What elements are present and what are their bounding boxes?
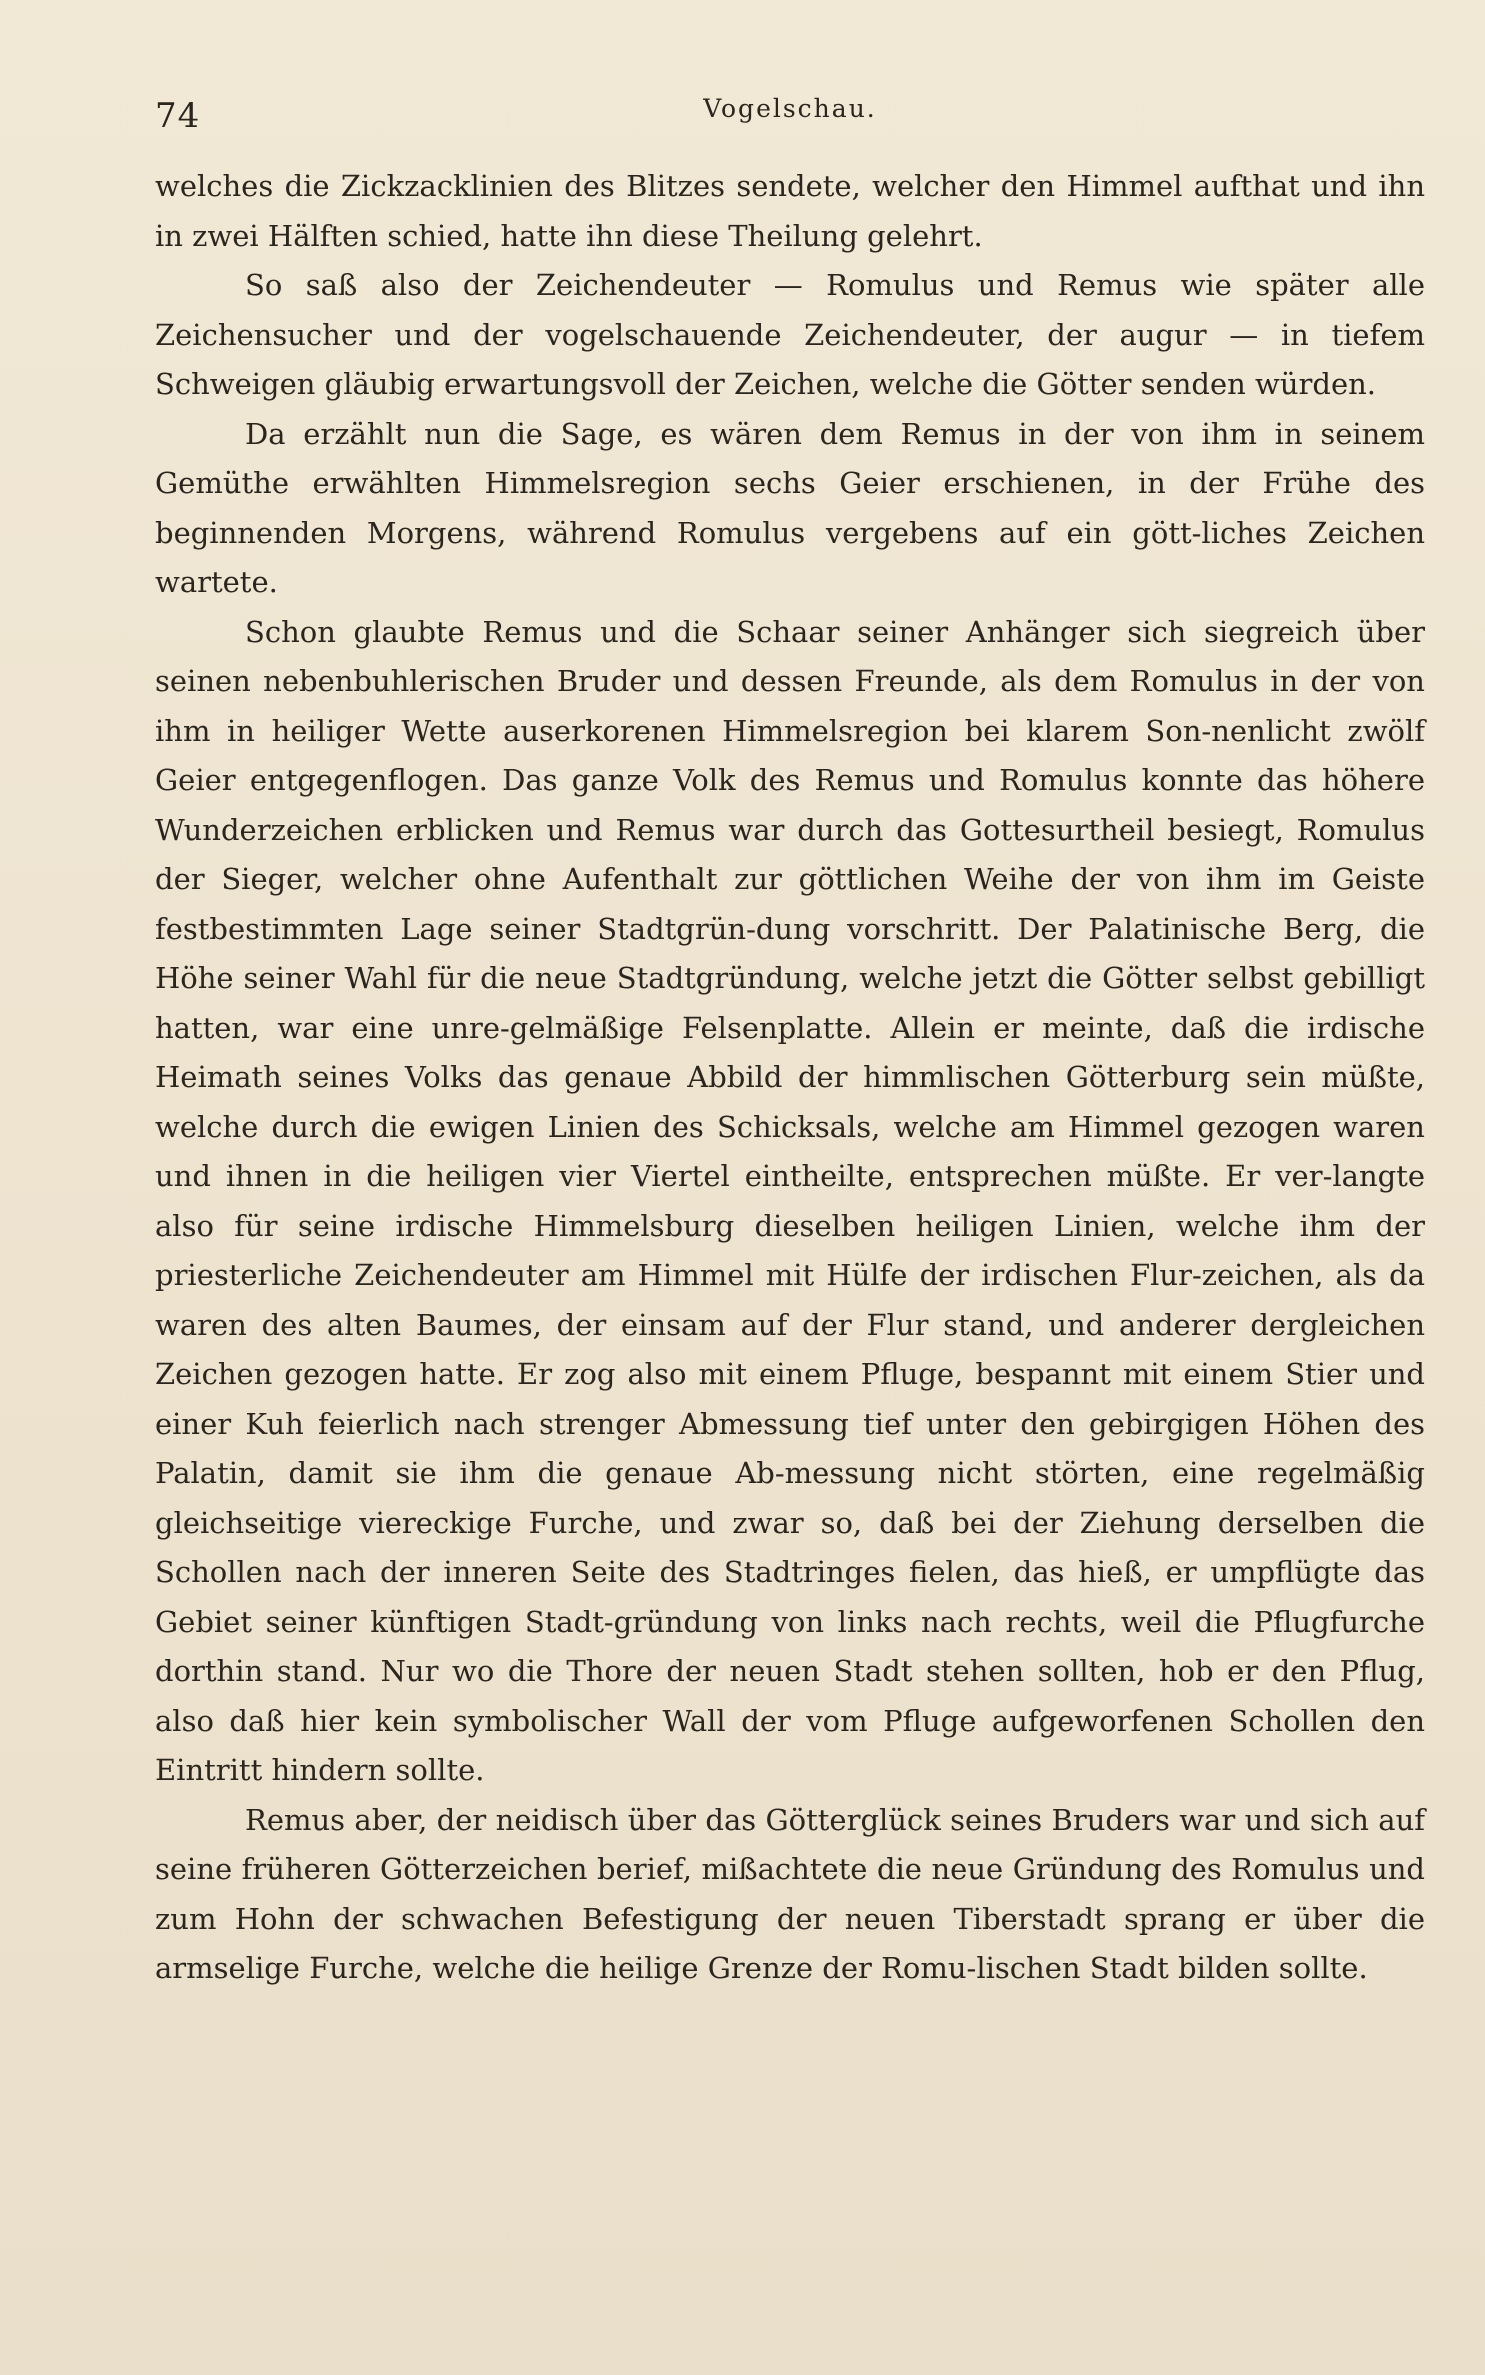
- paragraph-5: Remus aber, der neidisch über das Götterglück seines Bruders war und sich auf seine früheren Götterzeichen berief, mißachtete die neue Gründung des Romulus und zum Hohn der schwachen Befestigung der neuen Tiberstadt sprang er über die armselige Furche, welche die heilige Grenze der Romu-lischen Stadt bilden sollte.: [155, 1802, 1425, 1985]
- paragraph-3: Da erzählt nun die Sage, es wären dem Remus in der von ihm in seinem Gemüthe erwählten Himmelsregion sechs Geier erschienen, in der Frühe des beginnenden Morgens, während Romulus vergebens auf ein gött-liches Zeichen wartete.: [155, 416, 1425, 599]
- page-number: 74: [155, 96, 201, 136]
- running-head: Vogelschau.: [703, 94, 877, 123]
- body-text: [155, 162, 1425, 1994]
- paragraph-4: Schon glaubte Remus und die Schaar seiner Anhänger sich siegreich über seinen nebenbuhlerischen Bruder und dessen Freunde, als dem Romulus in der von ihm in heiliger Wette auserkorenen Himmelsregion bei klarem Son-nenlicht zwölf Geier entgegenflogen. Das ganze Volk des Remus und Romulus konnte das höhere Wunderzeichen erblicken und Remus war durch das Gottesurtheil besiegt, Romulus der Sieger, welcher ohne Aufenthalt zur göttlichen Weihe der von ihm im Geiste festbestimmten Lage seiner Stadtgrün-dung vorschritt. Der Palatinische Berg, die Höhe seiner Wahl für die neue Stadtgründung, welche jetzt die Götter selbst gebilligt hatten, war eine unre-gelmäßige Felsenplatte. Allein er meinte, daß die irdische Heimath seines Volks das genaue Abbild der himmlischen Götterburg sein müßte, welche durch die ewigen Linien des Schicksals, welche am Himmel gezogen waren und ihnen in die heiligen vier Viertel eintheilte, entsprechen müßte. Er ver-langte also für seine irdische Himmelsburg dieselben heiligen Linien, welche ihm der priesterliche Zeichendeuter am Himmel mit Hülfe der irdischen Flur-zeichen, als da waren des alten Baumes, der einsam auf der Flur stand, und anderer dergleichen Zeichen gezogen hatte. Er zog also mit einem Pfluge, bespannt mit einem Stier und einer Kuh feierlich nach strenger Abmessung tief unter den gebirgigen Höhen des Palatin, damit sie ihm die genaue Ab-messung nicht störten, eine regelmäßig gleichseitige viereckige Furche, und zwar so, daß bei der Ziehung derselben die Schollen nach der inneren Seite des Stadtringes fielen, das hieß, er umpflügte das Gebiet seiner künftigen Stadt-gründung von links nach rechts, weil die Pflugfurche dorthin stand. Nur wo die Thore der neuen Stadt stehen sollten, hob er den Pflug, also daß hier kein symbolischer Wall der vom Pfluge aufgeworfenen Schollen den Eintritt hindern sollte.: [155, 614, 1425, 1787]
- paragraph-1: welches die Zickzacklinien des Blitzes sendete, welcher den Himmel aufthat und ihn in zwei Hälften schied, hatte ihn diese Theilung gelehrt.: [155, 169, 1425, 253]
- paragraph-2: So saß also der Zeichendeuter — Romulus und Remus wie später alle Zeichensucher und der vogelschauende Zeichendeuter, der augur — in tiefem Schweigen gläubig erwartungsvoll der Zeichen, welche die Götter senden würden.: [155, 268, 1425, 401]
- page-header: [155, 88, 1425, 148]
